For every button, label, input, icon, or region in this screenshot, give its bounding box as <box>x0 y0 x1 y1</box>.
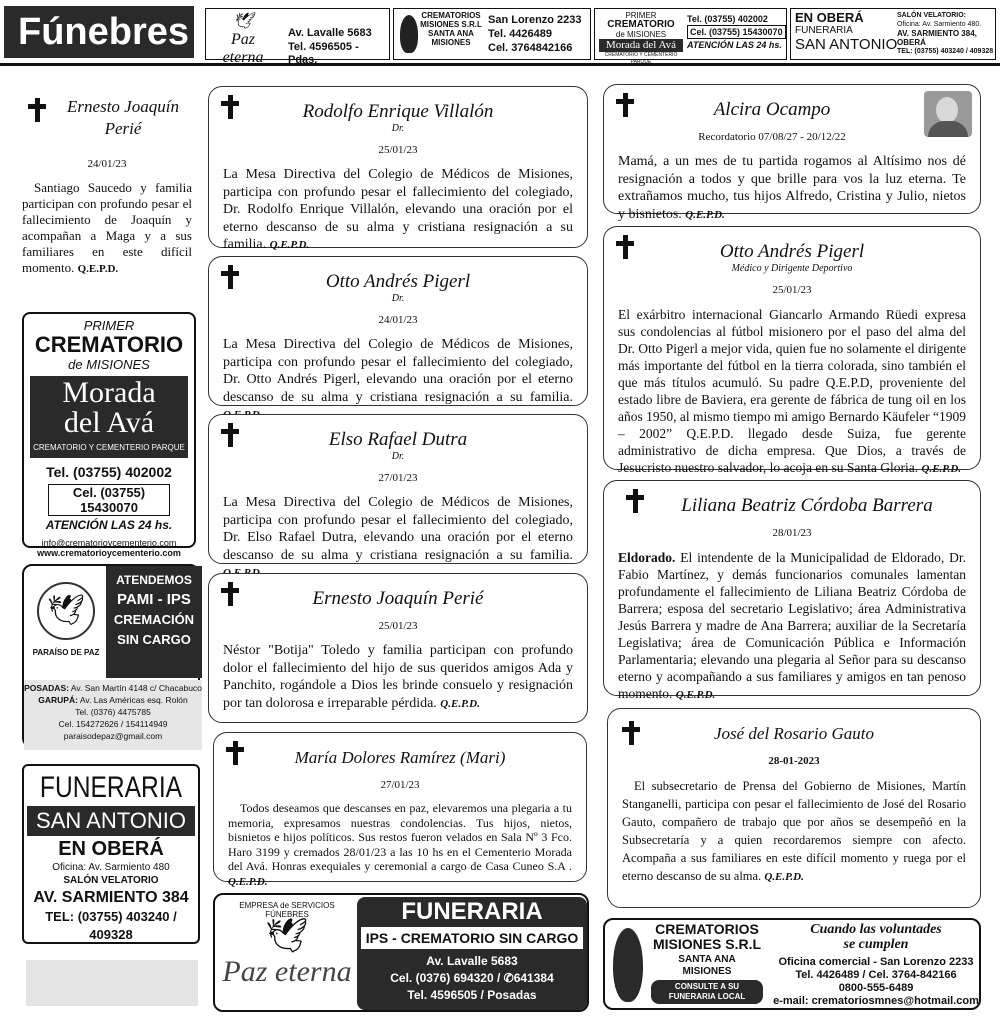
morada-cel: Cel. (03755) 15430070 <box>48 484 170 516</box>
ad-paz-eterna <box>213 893 589 1012</box>
morada-atencion: ATENCIÓN LAS 24 hs. <box>45 518 173 532</box>
crem-place: SANTA ANA MISIONES <box>428 29 474 47</box>
notice-name: José del Rosario Gauto <box>713 724 875 743</box>
notice-date: 25/01/23 <box>378 620 418 632</box>
notice-qepd: Q.E.P.D. <box>269 239 310 251</box>
crem-slogan-1: Cuando las voluntades <box>810 922 942 937</box>
notice-mid-4 <box>208 573 588 723</box>
ad-crematorios-misiones <box>603 918 981 1010</box>
notice-sub: Médico y Dirigente Deportivo <box>731 263 853 274</box>
paraiso-logo-text: PARAÍSO DE PAZ <box>32 648 100 657</box>
notice-mid-2 <box>208 256 588 406</box>
notice-name: Ernesto Joaquín Perié <box>312 588 484 609</box>
notice-right-3 <box>603 480 981 701</box>
cross-icon <box>221 95 239 119</box>
crem-email: e-mail: crematoriosmnes@hotmail.com <box>773 995 979 1007</box>
crem-name-2: MISIONES S.R.L <box>652 936 762 952</box>
morada-tel: Tel. (03755) 402002 <box>687 14 768 24</box>
notice-name: Liliana Beatriz Córdoba Barrera <box>681 495 933 516</box>
notice-qepd: Q.E.P.D. <box>685 208 725 221</box>
notice-qepd: Q.E.P.D. <box>764 871 804 883</box>
paz-eterna-logo-text: Paz eterna <box>222 31 264 66</box>
section-title: Fúnebres <box>4 6 194 58</box>
notice-date: 28-01-2023 <box>768 755 820 767</box>
morada-name: Morada del Avá <box>599 39 683 52</box>
notice-date: 25/01/23 <box>772 284 812 296</box>
notice-text: La Mesa Directiva del Colegio de Médicos de Misiones, participa con profundo pesar el fallecimiento del colegiado, Dr. Rodolfo Enrique Villalón, elevando una oración por el eterno descanso de su alma y cristiana resignación a su familia. <box>223 167 573 252</box>
header-ad-paz-eterna <box>205 8 390 66</box>
notice-name: María Dolores Ramírez (Mari) <box>294 748 506 767</box>
crem-address: San Lorenzo 2233 <box>488 14 582 26</box>
notice-sub: Dr. <box>391 293 405 304</box>
morada-sub: CREMATORIO Y CEMENTERIO PARQUE <box>604 52 678 65</box>
notice-qepd: Q.E.P.D. <box>77 263 119 275</box>
notice-mid-1 <box>208 86 588 252</box>
cross-icon <box>616 93 634 117</box>
paraiso-posadas: Av. San Martín 4148 c/ Chacabuco <box>70 683 202 693</box>
cross-icon <box>221 423 239 447</box>
notice-text: El subsecretario de Prensa del Gobierno de Misiones, Martín Stanganelli, participa con pesar el fallecimiento de José del Rosario Gauto, compañero de trabajo que por años se desempeñó en la Subsecretaría y a quien recordaremos siempre con afecto. Acompaña a sus familiares en este difícil momento y ruega por el eterno descanso de su alma. <box>622 779 966 883</box>
morada-cel: Cel. (03755) 15430070 <box>687 25 786 39</box>
sa-en-obera: EN OBERÁ <box>58 838 164 860</box>
cross-icon <box>221 265 239 289</box>
paz-eterna-logo <box>221 901 353 1009</box>
paz-address: Av. Lavalle 5683 <box>426 954 518 968</box>
morada-primer: PRIMER <box>625 11 657 20</box>
notice-text: La Mesa Directiva del Colegio de Médicos de Misiones, participa con profundo pesar el fallecimiento del colegiado, Dr. Otto Andrés Pigerl, elevando una oración por el eterno descanso de su alma y cristiana resignación a su familia. <box>223 337 573 405</box>
paraiso-email: paraisodepaz@gmail.com <box>63 731 163 741</box>
crem-tel: Tel. 4426489 <box>488 28 553 40</box>
notice-sub: Dr. <box>391 123 405 134</box>
sa-oficina: Oficina: Av. Sarmiento 480. <box>897 21 982 28</box>
cross-icon <box>622 721 640 749</box>
paraiso-tel: Tel. (0376) 4475785 <box>75 707 151 717</box>
notice-text: Todos deseamos que descanses en paz, elevaremos una plegaria a tu memoria, expresamos nuestras condolencias. Tus hijos, nietos, bisnietos e hijos políticos. Sus restos fueron velados en Sala Nº 3 Fco. Haro 3199 y cremados 28/01/23 a las 10 hs en el Cementerio Morada del Avá. Honras exequiales y ceremonial a cargo de Casa Cuneo S.A . <box>228 801 572 873</box>
morada-misiones: de MISIONES <box>68 357 150 372</box>
paraiso-sin-cargo: SIN CARGO <box>117 632 191 647</box>
header-ad-san-antonio <box>790 8 996 60</box>
notice-date: 27/01/23 <box>378 472 418 484</box>
paz-empresa: EMPRESA de SERVICIOS FÚNEBRES <box>239 901 335 919</box>
notice-text: El exárbitro internacional Giancarlo Armando Rüedi expresa sus condolencias al fútbol misionero por el paso del alma del Dr. Otto Pigerl a mejor vida, quien fue no solamente el dirigente más importante del fútbol en la tierra colorada, sino también el que más títulos acumuló. Su padre Q.E.P.D, proveniente del estado libre de Baviera, era gerente de fábrica de tung oil en los años 1950, al mismo tiempo mi amigo Bernardo Käufeler “1909 – 2002” Q.E.P.D. llegado desde Suiza, fue gerente administrativo de dicha empresa. Que Dios, a través de Jesucristo nuestro salvador, lo acoja en su Santa Gloria. <box>618 307 966 475</box>
page-header <box>0 0 1000 66</box>
portrait-photo <box>924 91 972 137</box>
morada-crematorio: CREMATORIO <box>34 332 184 357</box>
notice-text: Néstor "Botija" Toledo y familia participan con profundo dolor el fallecimiento del hijo de sus queridos amigos Ada y Panchito, rogándole a Dios les brinde consuelo y resignación por tan dolorosa e irreparable pérdida. <box>223 643 573 711</box>
paz-eterna-logo <box>212 13 274 66</box>
notice-text: El intendente de la Municipalidad de Eldorado, Dr. Fabio Martínez, y demás funcionarios comunales lamentan profundamente el fallecimiento de Liliana Beatriz Córdoba de Barrera; esposa del secretario Legislativo; área Administrativa Jesús Barrera y madre de Ana Barrera; auxiliar de la Secretaría Legislativa; área de Comunicación Pública e Información Parlamentaria; elevando una plegaria al Señor para su descanso eterno y acompañando a sus familiares y amigos en tan penoso momento. <box>618 550 967 701</box>
sa-name: SAN ANTONIO <box>795 36 898 53</box>
notice-mid-3 <box>208 414 588 564</box>
paraiso-cremacion: CREMACIÓN <box>113 612 195 627</box>
header-ad-crematorios <box>393 8 591 60</box>
sa-funeraria: FUNERARIA <box>795 25 853 36</box>
paraiso-garupa-label: GARUPÁ: <box>38 695 78 705</box>
paz-logo-text: Paz eterna <box>222 955 352 988</box>
paraiso-cel: Cel. 154272626 / 154114949 <box>58 719 168 729</box>
crem-name: CREMATORIOS MISIONES S.R.L <box>420 11 482 29</box>
notice-name: Otto Andrés Pigerl <box>325 271 471 292</box>
sa-en-obera: EN OBERÁ <box>795 10 864 25</box>
notice-name: Alcira Ocampo <box>713 99 831 120</box>
notice-text: Santiago Saucedo y familia participan con profundo pesar el fallecimiento de Joaquín y acompañan a Maga y a sus familiares en este difícil momento. <box>22 180 192 275</box>
sa-funeraria: FUNERARIA <box>39 771 183 804</box>
paz-phone: Tel. 4596505 - Pdas. <box>288 41 359 66</box>
ad-morada-del-ava <box>22 312 196 558</box>
dove-icon: 🕊 <box>37 582 95 640</box>
dove-icon: 🕊 <box>232 13 254 30</box>
notice-date: 27/01/23 <box>380 779 420 791</box>
cross-icon <box>616 235 634 259</box>
notice-mid-5 <box>213 732 587 888</box>
paz-cel: Cel. (0376) 694320 / ✆641384 <box>390 971 554 985</box>
ad-paraiso-de-paz <box>22 564 200 748</box>
notice-date: 25/01/23 <box>378 144 418 156</box>
notice-right-4 <box>607 708 981 908</box>
morada-name-1: Morada <box>62 376 156 409</box>
morada-primer: PRIMER <box>83 318 135 333</box>
notice-right-1 <box>603 84 981 222</box>
notice-date: Recordatorio 07/08/27 - 20/12/22 <box>698 131 846 143</box>
sa-salon: SALÓN VELATORIO <box>63 875 159 886</box>
notice-date: 24/01/23 <box>378 314 418 326</box>
notice-name: Rodolfo Enrique Villalón <box>302 101 494 122</box>
crem-place-1: SANTA ANA <box>678 954 736 965</box>
notice-date: 28/01/23 <box>772 527 812 539</box>
morada-sub: CREMATORIO Y CEMENTERIO PARQUE <box>33 443 185 452</box>
crem-name-1: CREMATORIOS <box>655 921 759 937</box>
cross-icon <box>28 98 46 122</box>
morada-email: info@crematorioycementerio.com <box>41 538 177 548</box>
sa-oficina: Oficina: Av. Sarmiento 480 <box>52 862 170 873</box>
flame-icon <box>613 928 643 1002</box>
morada-atencion: ATENCIÓN LAS 24 hs. <box>687 40 782 50</box>
sa-tel: TEL: (03755) 403240 / 409328 <box>897 48 994 55</box>
notice-name: Ernesto Joaquín Perié <box>67 97 179 138</box>
morada-web: www.crematorioycementerio.com <box>37 548 181 558</box>
crem-free: 0800-555-6489 <box>838 982 914 994</box>
sa-address: AV. SARMIENTO 384, OBERÁ <box>897 29 977 47</box>
paz-ips: IPS - CREMATORIO SIN CARGO <box>361 927 583 949</box>
paraiso-posadas-label: POSADAS: <box>24 683 69 693</box>
morada-tel: Tel. (03755) 402002 <box>46 464 172 480</box>
notice-name: Elso Rafael Dutra <box>328 429 468 450</box>
morada-name-2: del Avá <box>63 406 155 439</box>
header-ad-morada <box>594 8 787 65</box>
sa-name: SAN ANTONIO <box>27 806 195 836</box>
crem-slogan-2: se cumplen <box>843 937 909 952</box>
paz-address: Av. Lavalle 5683 <box>288 27 372 39</box>
paz-funeraria: FUNERARIA <box>401 898 543 925</box>
notice-qepd: Q.E.P.D. <box>440 697 480 710</box>
cross-icon <box>226 741 244 765</box>
crem-consulte: CONSULTE A SU FUNERARIA LOCAL <box>651 980 763 1004</box>
notice-text: Mamá, a un mes de tu partida rogamos al Altísimo nos dé resignación a todos y que brille para vos la luz eterna. Te extrañamos mucho, tus hijos Alfredo, Cristina y Julio, nietos y bisnietos. <box>618 154 966 222</box>
cross-icon <box>221 582 239 606</box>
crem-place-2: MISIONES <box>682 966 732 977</box>
crem-oficina: Oficina comercial - San Lorenzo 2233 <box>778 956 974 968</box>
sa-salon: SALÓN VELATORIO: <box>897 12 966 19</box>
notice-right-2 <box>603 226 981 475</box>
paz-tel: Tel. 4596505 / Posadas <box>407 988 537 1002</box>
paraiso-logo <box>28 574 104 682</box>
notice-name: Otto Andrés Pigerl <box>719 241 865 262</box>
notice-qepd: Q.E.P.D. <box>228 875 268 888</box>
ad-funeraria-san-antonio <box>22 764 200 944</box>
morada-crematorio: CREMATORIO <box>607 19 675 30</box>
sa-address: AV. SARMIENTO 384 <box>33 889 189 906</box>
paraiso-garupa: Av. Las Américas esq. Rolón <box>79 695 188 705</box>
notice-qepd: Q.E.P.D. <box>921 463 962 475</box>
sa-tel: TEL: (03755) 403240 / 409328 <box>45 909 177 942</box>
blank-ad-slot <box>26 960 198 1006</box>
crem-cel: Cel. 3764842166 <box>488 42 573 54</box>
notice-date: 24/01/23 <box>87 158 127 170</box>
paraiso-atendemos: ATENDEMOS <box>116 573 192 587</box>
notice-text: La Mesa Directiva del Colegio de Médicos de Misiones, participa con profundo pesar el fallecimiento del colegiado, Dr. Elso Rafael Dutra, elevando una oración por el eterno descanso de su alma y cristiana resignación a su familia. <box>223 495 573 563</box>
crem-tel: Tel. 4426489 / Cel. 3764-842166 <box>795 969 957 981</box>
paraiso-pami: PAMI - IPS <box>117 591 191 608</box>
notice-qepd: Q.E.P.D. <box>675 689 716 701</box>
notice-lead: Eldorado. <box>618 550 676 565</box>
dove-icon: 🕊 <box>265 918 309 955</box>
notice-left <box>22 96 192 296</box>
notice-sub: Dr. <box>391 451 405 462</box>
cross-icon <box>626 489 644 513</box>
morada-misiones: de MISIONES <box>615 30 667 39</box>
